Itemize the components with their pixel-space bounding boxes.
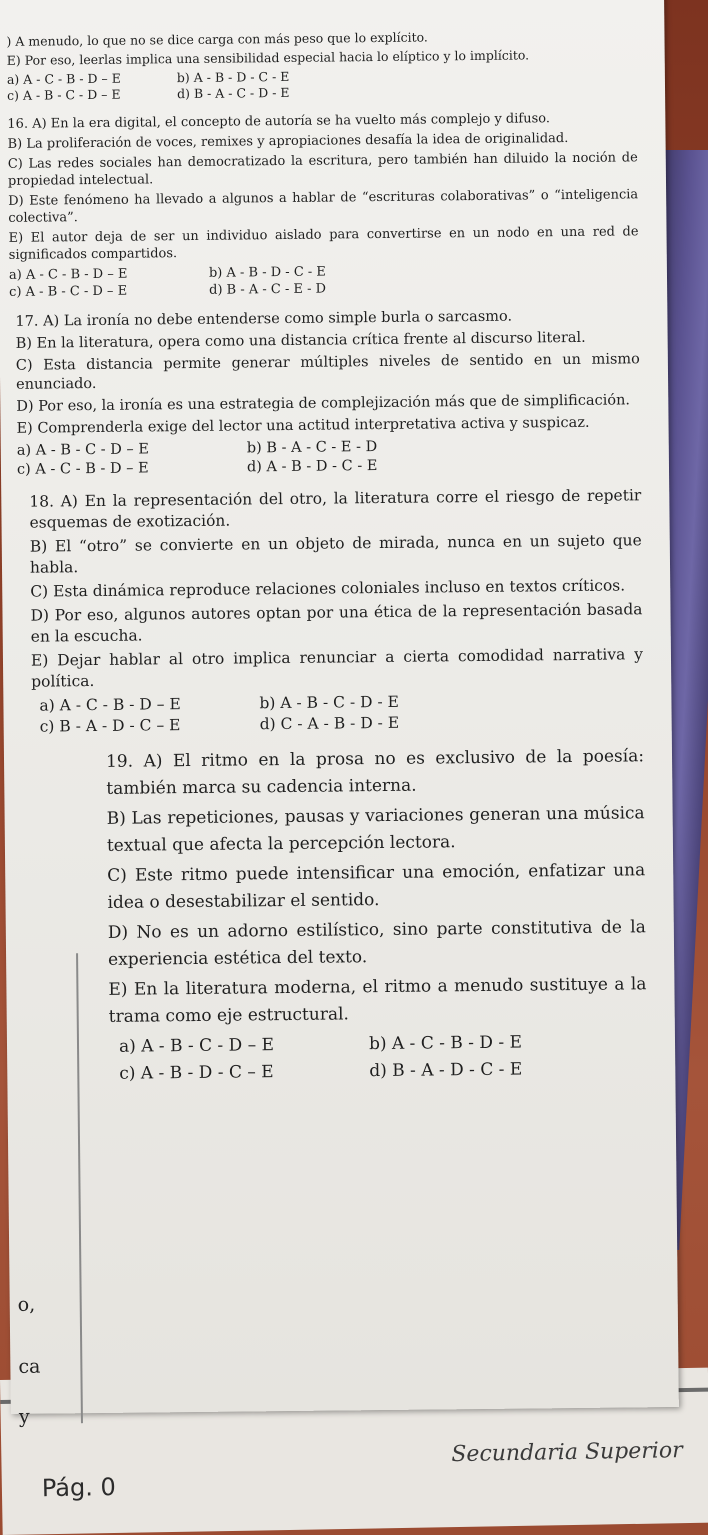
left-fragment-1: o, bbox=[17, 1293, 36, 1316]
option-b[interactable]: b) A - B - D - C - E bbox=[176, 68, 290, 86]
statement-c: C) Esta distancia permite generar múltiples niveles de sentido en un mismo enunciado. bbox=[15, 351, 640, 393]
statement-c: C) Esta dinámica reproduce relaciones coloniales incluso en textos críticos. bbox=[30, 576, 626, 601]
statement-e: E) El autor deja de ser un individuo aislado para convertirse en un nodo en una red de significados compartidos. bbox=[8, 224, 639, 263]
question-16 bbox=[7, 109, 639, 301]
options-grid bbox=[17, 435, 641, 480]
statement: E) Por eso, leerlas implica una sensibilidad especial hacia lo elíptico y lo implícito. bbox=[6, 47, 530, 68]
statement-e: E) En la literatura moderna, el ritmo a menudo sustituye a la trama como eje estructural. bbox=[108, 974, 647, 1027]
statement-d: D) Este fenómeno ha llevado a algunos a hablar de “escrituras colaborativas” o “inteligencia colectiva”. bbox=[8, 187, 639, 226]
option-d[interactable]: d) A - B - D - C - E bbox=[246, 458, 378, 476]
statement-b: B) En la literatura, opera como una distancia crítica frente al discurso literal. bbox=[15, 329, 586, 352]
option-a[interactable]: a) A - C - B - D – E bbox=[6, 70, 121, 87]
statement-d: D) Por eso, algunos autores optan por una ética de la representación basada en la escucha. bbox=[30, 600, 643, 646]
question-15-fragment bbox=[6, 27, 637, 104]
statement-b: B) La proliferación de voces, remixes y apropiaciones desafía la idea de originalidad. bbox=[7, 131, 569, 152]
question-19 bbox=[14, 743, 648, 1089]
page-number: Pág. 0 bbox=[41, 1472, 117, 1503]
option-c[interactable]: c) A - B - C - D – E bbox=[6, 86, 121, 103]
question-17 bbox=[9, 306, 641, 480]
option-a[interactable]: a) A - C - B - D – E bbox=[8, 266, 128, 283]
option-d[interactable]: d) B - A - C - E - D bbox=[209, 281, 327, 298]
statement-b: B) Las repeticiones, pausas y variaciones generan una música textual que afecta la percepción lectora. bbox=[106, 803, 645, 856]
option-c[interactable]: c) B - A - D - C – E bbox=[39, 716, 181, 736]
option-b[interactable]: b) B - A - C - E - D bbox=[246, 439, 378, 457]
statement-e: E) Comprenderla exige del lector una actitud interpretativa activa y suspicaz. bbox=[16, 414, 590, 437]
option-c[interactable]: c) A - B - C - D – E bbox=[9, 283, 128, 300]
option-a[interactable]: a) A - C - B - D – E bbox=[39, 695, 181, 715]
brand-label: Secundaria Superior bbox=[451, 1438, 683, 1468]
statement-a: 17. A) La ironía no debe entenderse como simple burla o sarcasmo. bbox=[15, 308, 513, 330]
statement-c: C) Las redes sociales han democratizado la escritura, pero también han diluido la noción de propiedad intelectual. bbox=[7, 150, 638, 189]
statement-d: D) No es un adorno estilístico, sino parte constitutiva de la experiencia estética del texto. bbox=[107, 917, 646, 970]
option-a[interactable]: a) A - B - C - D – E bbox=[16, 441, 150, 459]
statement-a: 19. A) El ritmo en la prosa no es exclusivo de la poesía: también marca su cadencia interna. bbox=[105, 746, 645, 799]
questions-content bbox=[6, 27, 647, 1101]
option-b[interactable]: b) A - C - B - D - E bbox=[368, 1032, 523, 1055]
option-a[interactable]: a) A - B - C - D – E bbox=[118, 1035, 275, 1057]
option-d[interactable]: d) B - A - D - C - E bbox=[369, 1059, 523, 1082]
option-d[interactable]: d) C - A - B - D - E bbox=[259, 713, 400, 734]
options-grid bbox=[109, 1028, 648, 1088]
question-18 bbox=[11, 485, 644, 738]
option-b[interactable]: b) A - B - D - C - E bbox=[208, 264, 326, 281]
statement: ) A menudo, lo que no se dice carga con más peso que lo explícito. bbox=[6, 29, 428, 49]
statement-a: 18. A) En la representación del otro, la literatura corre el riesgo de repetir esquemas de exotización. bbox=[29, 486, 642, 532]
left-fragment-2: ca bbox=[18, 1355, 41, 1378]
left-fragment-3: y bbox=[18, 1405, 30, 1428]
statement-b: B) El “otro” se convierte en un objeto de mirada, nunca en un sujeto que habla. bbox=[29, 531, 642, 577]
statement-d: D) Por eso, la ironía es una estrategia de complejización más que de simplificación. bbox=[16, 392, 631, 415]
option-c[interactable]: c) A - C - B - D – E bbox=[16, 460, 149, 478]
statement-e: E) Dejar hablar al otro implica renunciar a cierta comodidad narrativa y política. bbox=[30, 645, 644, 691]
options-grid bbox=[31, 689, 643, 737]
option-c[interactable]: c) A - B - D - C – E bbox=[119, 1062, 274, 1084]
statement-c: C) Este ritmo puede intensificar una emoción, enfatizar una idea o desestabilizar el sentido. bbox=[107, 860, 646, 913]
options-grid bbox=[7, 65, 637, 104]
statement-a: 16. A) En la era digital, el concepto de autoría se ha vuelto más complejo y difuso. bbox=[7, 111, 551, 132]
options-grid bbox=[9, 260, 639, 301]
option-d[interactable]: d) B - A - C - D - E bbox=[176, 84, 290, 102]
option-b[interactable]: b) A - B - C - D - E bbox=[259, 692, 399, 713]
